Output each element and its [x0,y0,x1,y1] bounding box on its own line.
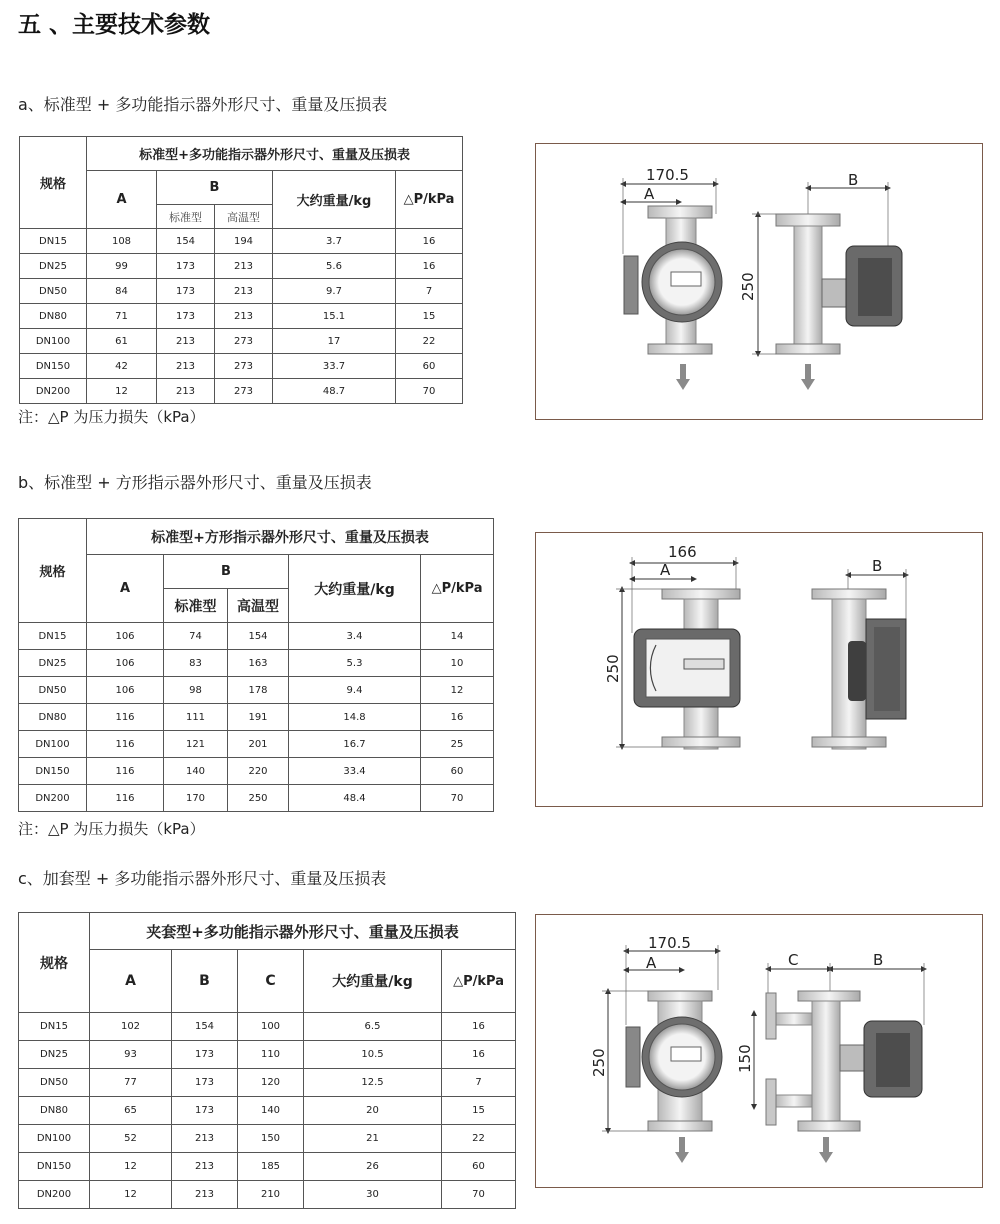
table-row [19,1153,516,1181]
section-b-title: b、标准型 + 方形指示器外形尺寸、重量及压损表 [18,473,372,492]
header-a: A [90,950,172,1013]
a-label: A [660,561,671,579]
table-cell: 121 [164,731,228,758]
table-cell: 98 [164,677,228,704]
table-cell: 213 [157,329,215,354]
table-cell: 150 [238,1125,304,1153]
table-cell: 111 [164,704,228,731]
table-row [19,758,494,785]
table-cell: 12 [421,677,494,704]
table-cell: 21 [304,1125,442,1153]
table-cell: 173 [172,1097,238,1125]
table-cell: DN50 [19,1069,90,1097]
header-spec: 规格 [19,913,90,1013]
table-row [19,1125,516,1153]
table-cell: 60 [442,1153,516,1181]
section-c-rows [19,1013,516,1209]
table-cell: 20 [304,1097,442,1125]
section-b-diagram [535,532,983,807]
section-c-table [18,912,516,1209]
table-cell: 16 [396,229,463,254]
table-cell: 16 [442,1041,516,1069]
table-row [19,650,494,677]
table-cell: 106 [87,623,164,650]
table-row [20,329,463,354]
table-cell: 52 [90,1125,172,1153]
section-b-note: 注：△P 为压力损失（kPa） [18,820,205,838]
header-weight: 大约重量/kg [289,555,421,623]
section-a-diagram [535,143,983,420]
table-cell: 110 [238,1041,304,1069]
header-b: B [172,950,238,1013]
table-cell: 213 [215,304,273,329]
header-b: B [164,555,289,589]
table-cell: 30 [304,1181,442,1209]
table-cell: 116 [87,704,164,731]
table-cell: 16 [442,1013,516,1041]
table-cell: 12 [90,1181,172,1209]
table-cell: 12 [90,1153,172,1181]
table-cell: 210 [238,1181,304,1209]
table-cell: 14 [421,623,494,650]
table-cell: 14.8 [289,704,421,731]
table-cell: 106 [87,677,164,704]
table-row [20,279,463,304]
header-a: A [87,171,157,229]
table-cell: 178 [228,677,289,704]
section-c-diagram [535,914,983,1188]
section-c-title: c、加套型 + 多功能指示器外形尺寸、重量及压损表 [18,869,387,888]
table-cell: DN15 [19,623,87,650]
table-row [19,1097,516,1125]
header-b: B [157,171,273,205]
table-cell: 213 [172,1153,238,1181]
width-label: 170.5 [648,934,691,952]
table-cell: DN25 [19,650,87,677]
table-cell: 10 [421,650,494,677]
table-cell: 173 [157,279,215,304]
header-spec: 规格 [19,519,87,623]
table-cell: 84 [87,279,157,304]
table-cell: 77 [90,1069,172,1097]
table-cell: 173 [172,1069,238,1097]
table-cell: 185 [238,1153,304,1181]
table-cell: 7 [442,1069,516,1097]
table-cell: 33.7 [273,354,396,379]
header-dp: △P/kPa [421,555,494,623]
table-cell: 71 [87,304,157,329]
height-label: 250 [739,272,757,301]
table-cell: 12 [87,379,157,404]
c-label: C [788,951,799,969]
page-heading: 五 、主要技术参数 [18,12,211,38]
table-cell: 26 [304,1153,442,1181]
section-a-note: 注：△P 为压力损失（kPa） [18,408,205,426]
table-cell: 213 [157,354,215,379]
table-cell: DN15 [20,229,87,254]
table-cell: 140 [164,758,228,785]
b-label: B [848,171,859,189]
table-row [20,254,463,279]
header-c: C [238,950,304,1013]
table-cell: 116 [87,785,164,812]
table-cell: DN150 [19,1153,90,1181]
table-cell: 194 [215,229,273,254]
a-label: A [646,954,657,972]
table-cell: 93 [90,1041,172,1069]
table-cell: 102 [90,1013,172,1041]
header-b-std: 标准型 [164,589,228,623]
table-cell: 7 [396,279,463,304]
table-cell: 273 [215,354,273,379]
table-cell: 16 [396,254,463,279]
table-cell: DN200 [20,379,87,404]
table-cell: 154 [228,623,289,650]
table-cell: 60 [421,758,494,785]
table-cell: DN80 [19,1097,90,1125]
table-cell: 70 [442,1181,516,1209]
table-cell: 83 [164,650,228,677]
table-cell: 17 [273,329,396,354]
table-cell: 100 [238,1013,304,1041]
section-a-title: a、标准型 + 多功能指示器外形尺寸、重量及压损表 [18,95,388,114]
table-cell: DN50 [19,677,87,704]
table-cell: 201 [228,731,289,758]
table-cell: DN15 [19,1013,90,1041]
table-row [20,304,463,329]
table-row [20,379,463,404]
table-cell: 22 [396,329,463,354]
table-cell: 10.5 [304,1041,442,1069]
table-cell: 3.7 [273,229,396,254]
table-cell: 213 [157,379,215,404]
table-cell: 5.6 [273,254,396,279]
header-weight: 大约重量/kg [304,950,442,1013]
table-row [19,1041,516,1069]
table-cell: 173 [157,304,215,329]
table-cell: 120 [238,1069,304,1097]
table-cell: 15.1 [273,304,396,329]
width-label: 166 [668,543,697,561]
table-cell: DN100 [19,1125,90,1153]
table-cell: 6.5 [304,1013,442,1041]
table-cell: 106 [87,650,164,677]
height2-label: 150 [736,1044,754,1073]
table-cell: 70 [421,785,494,812]
table-cell: 16.7 [289,731,421,758]
width-label: 170.5 [646,166,689,184]
table-cell: 99 [87,254,157,279]
table-cell: DN150 [20,354,87,379]
table-cell: 154 [157,229,215,254]
table-cell: 16 [421,704,494,731]
table-cell: DN200 [19,1181,90,1209]
table-cell: 25 [421,731,494,758]
table-cell: 116 [87,758,164,785]
header-b-high: 高温型 [215,205,273,229]
table-cell: DN150 [19,758,87,785]
header-dp: △P/kPa [442,950,516,1013]
table-cell: 213 [215,279,273,304]
table-row [19,623,494,650]
table-cell: 48.4 [289,785,421,812]
table-cell: 12.5 [304,1069,442,1097]
height-label: 250 [590,1048,608,1077]
table-cell: 191 [228,704,289,731]
table-title: 标准型+方形指示器外形尺寸、重量及压损表 [87,519,494,555]
table-title: 夹套型+多功能指示器外形尺寸、重量及压损表 [90,913,516,950]
table-cell: 60 [396,354,463,379]
table-cell: 15 [396,304,463,329]
table-cell: 108 [87,229,157,254]
table-cell: DN80 [20,304,87,329]
table-cell: 5.3 [289,650,421,677]
table-cell: 61 [87,329,157,354]
a-label: A [644,185,655,203]
table-cell: 74 [164,623,228,650]
table-cell: 273 [215,379,273,404]
table-row [19,1069,516,1097]
table-row [20,354,463,379]
table-row [19,731,494,758]
table-cell: 9.7 [273,279,396,304]
table-cell: 213 [172,1181,238,1209]
table-title: 标准型+多功能指示器外形尺寸、重量及压损表 [87,137,463,171]
table-cell: 70 [396,379,463,404]
table-cell: DN100 [19,731,87,758]
section-b-rows [19,623,494,812]
table-cell: DN80 [19,704,87,731]
table-cell: 173 [172,1041,238,1069]
table-row [19,785,494,812]
table-cell: 173 [157,254,215,279]
table-cell: 22 [442,1125,516,1153]
b-label: B [872,557,883,575]
table-cell: 163 [228,650,289,677]
table-row [19,1013,516,1041]
header-a: A [87,555,164,623]
section-b-table [18,518,494,812]
table-cell: 170 [164,785,228,812]
table-cell: 33.4 [289,758,421,785]
table-cell: DN25 [20,254,87,279]
table-cell: 48.7 [273,379,396,404]
table-cell: 273 [215,329,273,354]
table-cell: 65 [90,1097,172,1125]
table-row [20,229,463,254]
table-row [19,704,494,731]
table-cell: 42 [87,354,157,379]
table-cell: 140 [238,1097,304,1125]
table-cell: 220 [228,758,289,785]
section-a-rows [20,229,463,404]
table-cell: 9.4 [289,677,421,704]
table-cell: 3.4 [289,623,421,650]
table-cell: 213 [172,1125,238,1153]
header-weight: 大约重量/kg [273,171,396,229]
table-row [19,1181,516,1209]
table-cell: DN100 [20,329,87,354]
table-cell: DN50 [20,279,87,304]
header-spec: 规格 [20,137,87,229]
table-row [19,677,494,704]
table-cell: DN200 [19,785,87,812]
section-a-table [19,136,463,404]
table-cell: 213 [215,254,273,279]
header-b-std: 标准型 [157,205,215,229]
table-cell: 154 [172,1013,238,1041]
table-cell: DN25 [19,1041,90,1069]
table-cell: 116 [87,731,164,758]
header-dp: △P/kPa [396,171,463,229]
table-cell: 250 [228,785,289,812]
height-label: 250 [604,654,622,683]
table-cell: 15 [442,1097,516,1125]
b-label: B [873,951,884,969]
header-b-high: 高温型 [228,589,289,623]
